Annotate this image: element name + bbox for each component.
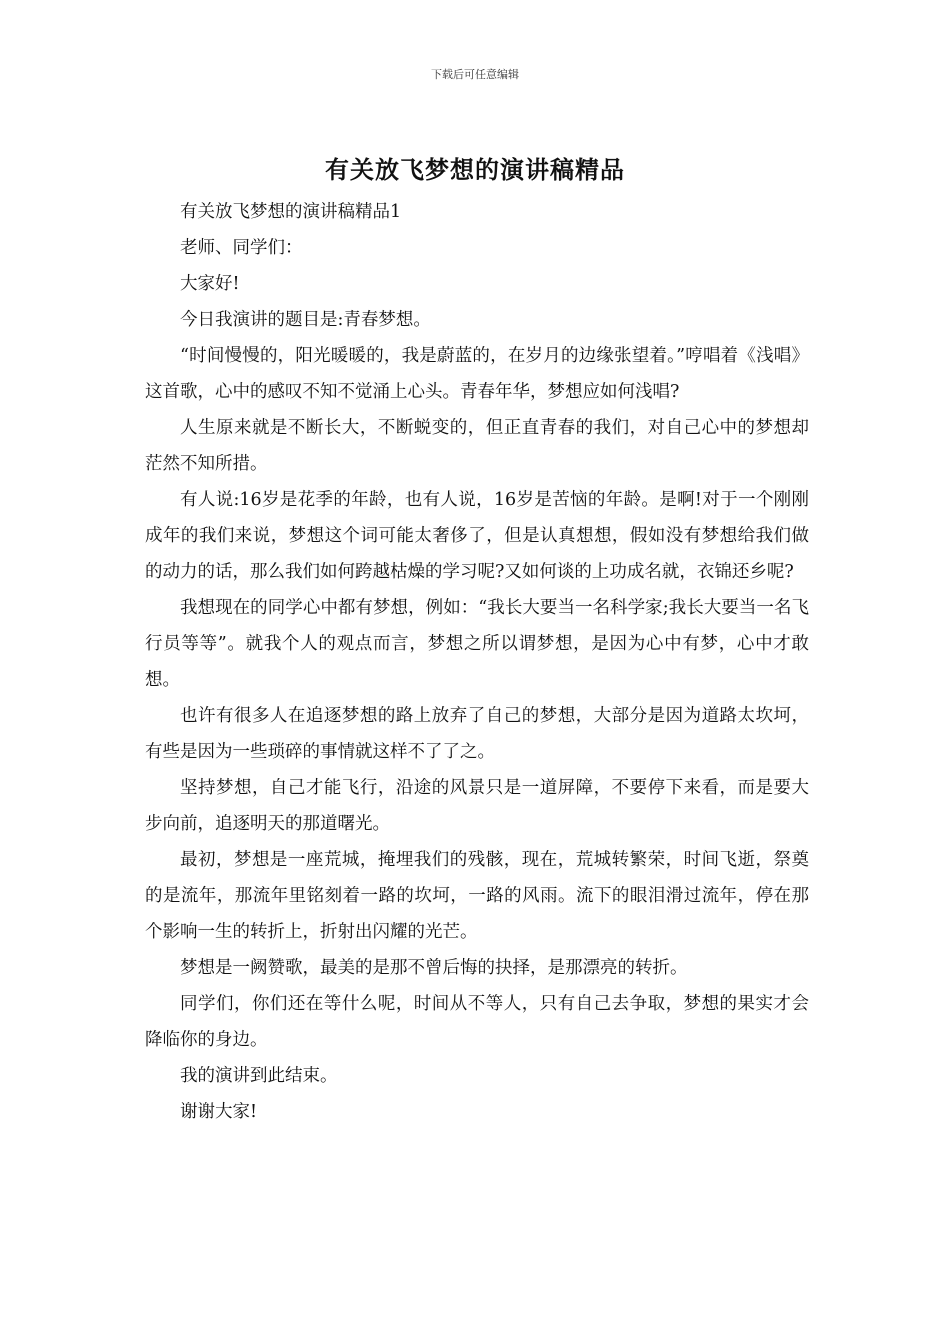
header-note: 下载后可任意编辑 [431,68,519,81]
paragraph: 同学们，你们还在等什么呢，时间从不等人，只有自己去争取，梦想的果实才会降临你的身边。 [145,994,809,1050]
paragraph: 坚持梦想，自己才能飞行，沿途的风景只是一道屏障，不要停下来看，而是要大步向前，追逐明天的那道曙光。 [145,778,809,834]
paragraph-closing: 我的演讲到此结束。 [180,1066,338,1086]
document-body [145,194,809,1130]
paragraph: 我想现在的同学心中都有梦想，例如：“我长大要当一名科学家;我长大要当一名飞行员等等”。就我个人的观点而言，梦想之所以谓梦想，是因为心中有梦，心中才敢想。 [145,598,809,690]
paragraph-salutation: 老师、同学们： [180,238,303,258]
paragraph: 有人说:16岁是花季的年龄，也有人说，16岁是苦恼的年龄。是啊!对于一个刚刚成年的我们来说，梦想这个词可能太奢侈了，但是认真想想，假如没有梦想给我们做的动力的话，那么我们如何跨越枯燥的学习呢?又如何谈的上功成名就，衣锦还乡呢? [145,490,809,582]
paragraph: 梦想是一阙赞歌，最美的是那不曾后悔的抉择，是那漂亮的转折。 [180,958,688,978]
paragraph-subtitle: 有关放飞梦想的演讲稿精品1 [180,202,402,222]
paragraph: 也许有很多人在追逐梦想的路上放弃了自己的梦想，大部分是因为道路太坎坷，有些是因为一些琐碎的事情就这样不了了之。 [145,706,809,762]
paragraph: 人生原来就是不断长大，不断蜕变的，但正直青春的我们，对自己心中的梦想却茫然不知所措。 [145,418,809,474]
paragraph-topic: 今日我演讲的题目是:青春梦想。 [180,310,431,330]
paragraph-thanks: 谢谢大家! [180,1102,258,1122]
document-title: 有关放飞梦想的演讲稿精品 [325,156,625,184]
paragraph-greeting: 大家好! [180,274,240,294]
paragraph: 最初，梦想是一座荒城，掩埋我们的残骸，现在，荒城转繁荣，时间飞逝，祭奠的是流年，那流年里铭刻着一路的坎坷，一路的风雨。流下的眼泪滑过流年，停在那个影响一生的转折上，折射出闪耀的光芒。 [145,850,809,942]
paragraph: “时间慢慢的，阳光暖暖的，我是蔚蓝的，在岁月的边缘张望着。”哼唱着《浅唱》这首歌，心中的感叹不知不觉涌上心头。青春年华，梦想应如何浅唱? [145,346,809,402]
